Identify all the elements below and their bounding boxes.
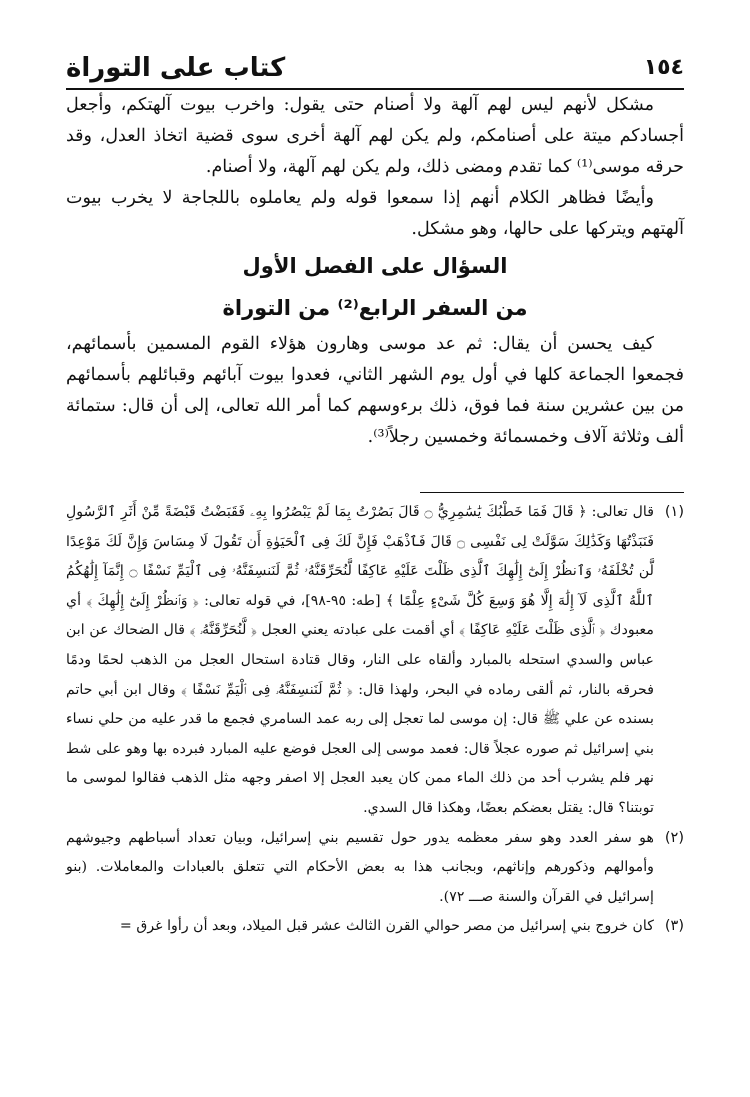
- footnotes: [66, 498, 684, 942]
- section-heading-line-1: السؤال على الفصل الأول: [242, 254, 508, 278]
- footnote-3-number: (٣): [664, 918, 684, 935]
- paragraph-3: كيف يحسن أن يقال: ثم عد موسى وهارون هؤلاء القوم المسمين بأسمائهم، فجمعوا الجماعة كلها في أول يوم الشهر الثاني، فعدوا بيوت آبائهم وقبائلهم بأسمائهم من بين عشرين سنة فما فوق، ذلك برءوسهم كما أمر الله تعالى، إلى أن قال: ستمائة ألف وثلاثة آلاف وخمسمائة وخمسين رجلاً⁽³⁾.: [66, 334, 684, 447]
- footnote-2-number: (٢): [664, 829, 684, 846]
- footnote-3: [66, 912, 684, 942]
- paragraph-1: مشكل لأنهم ليس لهم آلهة ولا أصنام حتى يقول: واخرب بيوت آلهتكم، وأجعل أجسادكم ميتة على أصنامكم، ولم يكن لهم آلهة أخرى سوى قضية اتخاذ العدل، وقد حرقه موسى⁽¹⁾ كما تقدم ومضى ذلك، ولم يكن لهم آلهة، ولا أصنام.: [66, 95, 684, 177]
- footnote-1-number: (١): [664, 504, 684, 520]
- footnote-1-quran: قال تعالى: ﴿ قَالَ فَمَا خَطْبُكَ يَٰسَٰمِرِيُّ ۝ قَالَ بَصُرْتُ بِمَا لَمْ يَبْصُرُوا بِهِۦ فَقَبَضْتُ قَبْضَةً مِّنْ أَثَرِ ٱلرَّسُولِ فَنَبَذْتُهَا وَكَذَٰلِكَ سَوَّلَتْ لِى نَفْسِى ۝ قَالَ فَٱذْهَبْ فَإِنَّ لَكَ فِى ٱلْحَيَوٰةِ أَن تَقُولَ لَا مِسَاسَ وَإِنَّ لَكَ مَوْعِدًا لَّن تُخْلَفَهُۥ وَٱنظُرْ إِلَىٰٓ إِلَٰهِكَ ٱلَّذِى ظَلْتَ عَلَيْهِ عَاكِفًا لَّنُحَرِّقَنَّهُۥ ثُمَّ لَنَنسِفَنَّهُۥ فِى ٱلْيَمِّ نَسْفًا ۝ إِنَّمَآ إِلَٰهُكُمُ ٱللَّهُ ٱلَّذِى لَآ إِلَٰهَ إِلَّا هُوَ وَسِعَ كُلَّ شَىْءٍ عِلْمًا ﴾: [66, 504, 654, 609]
- footnote-2-text: هو سفر العدد وهو سفر معظمه يدور حول تقسيم بني إسرائيل، وبيان تعداد أسباطهم وجيوشهم وأموالهم وذكورهم وإناثهم، وبجانب هذا به بعض الأحكام التي تتعلق بالعبادات والمعاملات. (بنو إسرائيل في القرآن والسنة صـــ ٧٢).: [66, 829, 654, 905]
- section-heading-line-2: من السفر الرابع⁽²⁾ من التوراة: [222, 296, 528, 320]
- footnote-3-text: كان خروج بني إسرائيل من مصر حوالي القرن الثالث عشر قبل الميلاد، وبعد أن رأوا غرق =: [119, 918, 654, 935]
- running-title: كتاب على التوراة: [66, 53, 286, 83]
- footnote-1: [66, 498, 684, 824]
- paragraph-2: وأيضًا فظاهر الكلام أنهم إذا سمعوا قوله ولم يعاملوه باللجاجة لا يخرب بيوت آلهتهم ويتركها على حالها، وهو مشكل.: [66, 188, 684, 239]
- footnote-1-commentary: [طه: ٩٥-٩٨]، في قوله تعالى: ﴿ وَٱنظُرْ إِلَىٰٓ إِلَٰهِكَ ﴾ أي معبودك ﴿ ٱلَّذِى ظَلْتَ عَلَيْهِ عَاكِفًا ﴾ أي أقمت على عبادته يعني العجل ﴿ لَّنُحَرِّقَنَّهُۥ ﴾ قال الضحاك عن ابن عباس والسدي استحله بالمبارد وألقاه على النار، وقال قتادة استحال العجل من الذهب لحمًا ودمًا فحرقه بالنار، ثم ألقى رماده في البحر، ولهذا قال: ﴿ ثُمَّ لَنَنسِفَنَّهُۥ فِى ٱلْيَمِّ نَسْفًا ﴾ وقال ابن أبي حاتم بسنده عن علي ﷺ قال: إن موسى لما تعجل إلى ربه عمد السامري فجمع ما قدر عليه من حلي نساء بني إسرائيل ثم صوره عجلاً قال: فعمد موسى إلى العجل فوضع عليه المبارد فبرده بها وهو على شط نهر فلم يشرب أحد من ذلك الماء ممن كان يعبد العجل إلا اصفر وجهه مثل الذهب فقالوا لموسى ما توبتنا؟ قال: يقتل بعضكم بعضًا، وهكذا قال السدي.: [66, 592, 654, 816]
- footnote-divider: [420, 492, 684, 493]
- main-text: [66, 90, 684, 453]
- page-header: [66, 44, 684, 90]
- page-number: ١٥٤: [643, 55, 684, 80]
- footnote-2: [66, 824, 684, 913]
